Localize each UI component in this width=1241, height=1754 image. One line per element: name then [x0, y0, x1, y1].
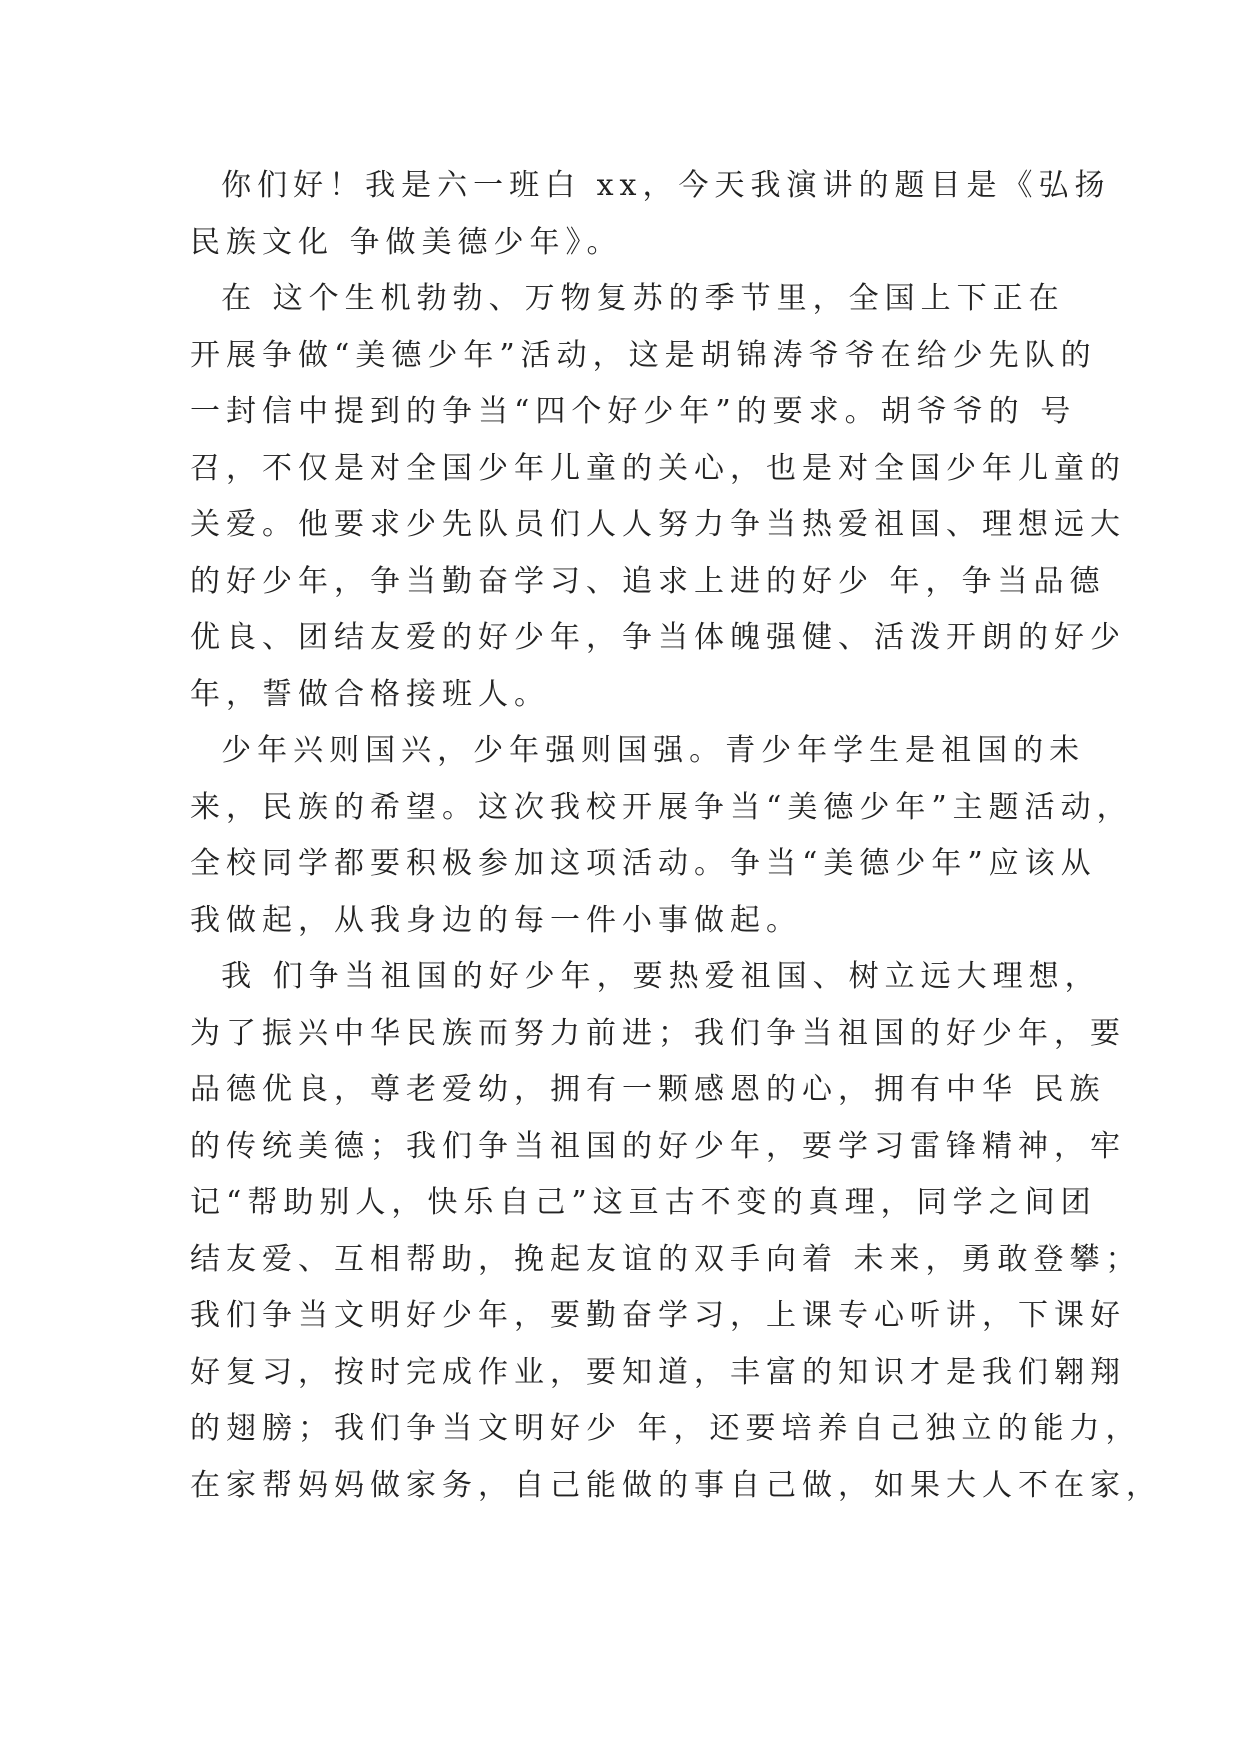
speech-text	[190, 158, 1162, 1514]
text-line: 开展争做“美德少年”活动，这是胡锦涛爷爷在给少先队的	[190, 337, 1097, 373]
text-line: 少年兴则国兴，少年强则国强。青少年学生是祖国的未	[190, 733, 1086, 768]
text-line: 我们争当文明好少年，要勤奋学习，上课专心听讲，下课好	[190, 1298, 1126, 1333]
text-line: 年，誓做合格接班人。	[190, 676, 550, 712]
text-line: 全校同学都要积极参加这项活动。争当“美德少年”应该从	[190, 846, 1097, 881]
text-line: 我做起，从我身边的每一件小事做起。	[190, 902, 802, 938]
text-line: 结友爱、互相帮助，挽起友谊的双手向着 未来，勇敢登攀；	[190, 1241, 1142, 1277]
text-line: 为了振兴中华民族而努力前进；我们争当祖国的好少年，要	[190, 1015, 1126, 1051]
text-line: 的传统美德；我们争当祖国的好少年，要学习雷锋精神，牢	[190, 1128, 1126, 1164]
text-line: 来，民族的希望。这次我校开展争当“美德少年”主题活动，	[190, 789, 1133, 825]
text-line: 在 这个生机勃勃、万物复苏的季节里，全国上下正在	[190, 281, 1065, 316]
text-line: 的翅膀；我们争当文明好少 年，还要培养自己独立的能力，	[190, 1411, 1142, 1446]
text-line: 在家帮妈妈做家务，自己能做的事自己做，如果大人不在家，	[190, 1467, 1162, 1503]
text-line: 的好少年，争当勤奋学习、追求上进的好少 年，争当品德	[190, 563, 1106, 599]
text-line: 召，不仅是对全国少年儿童的关心，也是对全国少年儿童的	[190, 450, 1126, 486]
text-line: 关爱。他要求少先队员们人人努力争当热爱祖国、理想远大	[190, 507, 1126, 542]
text-line: 好复习，按时完成作业，要知道，丰富的知识才是我们翱翔	[190, 1354, 1126, 1390]
text-line: 品德优良，尊老爱幼，拥有一颗感恩的心，拥有中华 民族	[190, 1072, 1106, 1107]
text-line: 我 们争当祖国的好少年，要热爱祖国、树立远大理想，	[190, 959, 1101, 994]
text-line: 民族文化 争做美德少年》。	[190, 224, 623, 260]
text-line: 你们好！我是六一班白 xx，今天我演讲的题目是《弘扬	[190, 168, 1111, 203]
text-line: 一封信中提到的争当“四个好少年”的要求。胡爷爷的 号	[190, 394, 1077, 429]
text-line: 记“帮助别人，快乐自己”这亘古不变的真理，同学之间团	[190, 1185, 1097, 1220]
text-line: 优良、团结友爱的好少年，争当体魄强健、活泼开朗的好少	[190, 620, 1126, 655]
